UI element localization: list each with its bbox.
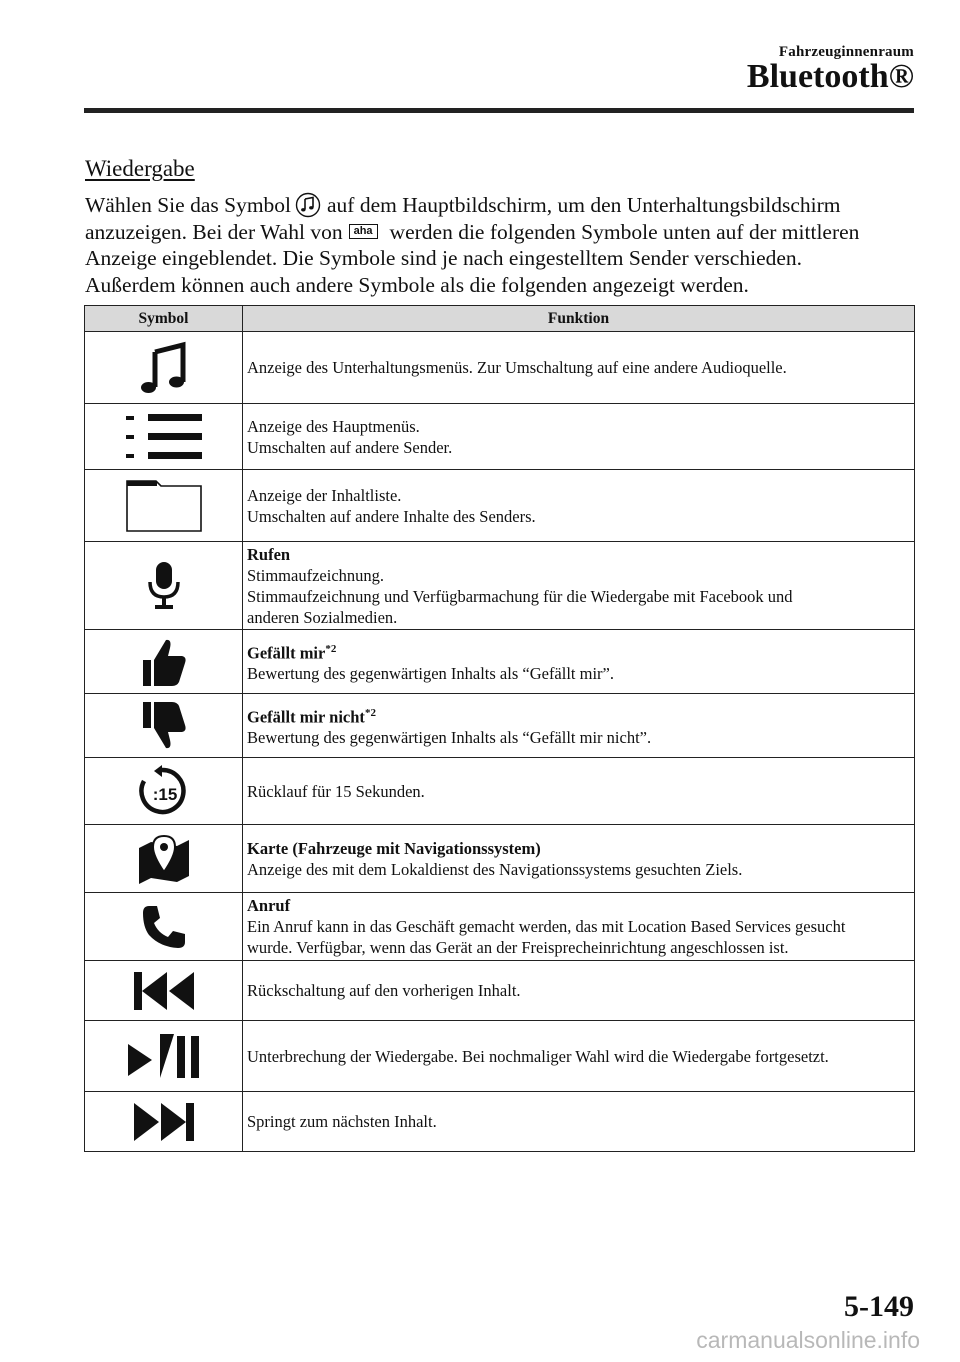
music-note-icon xyxy=(295,192,321,218)
table-row xyxy=(85,961,915,1021)
footnote-marker: *2 xyxy=(364,706,376,719)
skip-forward-icon xyxy=(133,1102,195,1142)
function-text: Anzeige des mit dem Lokaldienst des Navigationssystems gesuchten Ziels. xyxy=(247,859,743,879)
function-text: wurde. Verfügbar, wenn das Gerät an der Freisprecheinrichtung angeschlossen ist. xyxy=(247,938,789,957)
column-header-symbol: Symbol xyxy=(85,306,243,332)
table-row xyxy=(85,825,915,893)
watermark: carmanualsonline.info xyxy=(696,1327,920,1353)
function-text: Ein Anruf kann in das Geschäft gemacht werden, das mit Location Based Services gesucht xyxy=(247,917,846,936)
page-heading: Wiedergabe xyxy=(85,156,195,181)
menu-list-icon xyxy=(124,412,204,462)
intro-text: werden die folgenden Symbole unten auf der mittleren xyxy=(389,219,860,244)
microphone-icon xyxy=(144,560,184,612)
function-text: Stimmaufzeichnung und Verfügbarmachung für die Wiedergabe mit Facebook und xyxy=(247,586,793,606)
intro-text: Außerdem können auch andere Symbole als die folgenden angezeigt werden. xyxy=(85,272,749,297)
table-row xyxy=(85,758,915,825)
intro-text: Anzeige eingeblendet. Die Symbole sind je nach eingestelltem Sender verschieden. xyxy=(85,246,803,270)
function-text: Anzeige des Unterhaltungsmenüs. Zur Umschaltung auf eine andere Audioquelle. xyxy=(247,358,787,377)
table-row xyxy=(85,694,915,758)
rewind-15-label: :15 xyxy=(152,785,177,804)
table-row xyxy=(85,893,915,961)
section-title-header: Bluetooth® xyxy=(746,58,914,95)
table-row xyxy=(85,630,915,694)
function-text: Bewertung des gegenwärtigen Inhalts als “Gefällt mir”. xyxy=(247,664,614,684)
function-text: Anzeige der Inhaltliste. xyxy=(247,485,402,505)
skip-back-icon xyxy=(133,971,195,1011)
table-row xyxy=(85,1092,915,1152)
rewind-15-icon xyxy=(138,765,190,817)
function-title: Karte (Fahrzeuge mit Navigationssystem) xyxy=(247,838,541,858)
function-text: Rückschaltung auf den vorherigen Inhalt. xyxy=(247,981,521,1000)
table-row xyxy=(85,404,915,470)
function-text: Rücklauf für 15 Sekunden. xyxy=(247,781,425,801)
function-text: anderen Sozialmedien. xyxy=(247,607,398,627)
symbol-table xyxy=(84,305,915,1152)
function-title: Anruf xyxy=(247,896,291,915)
table-header-row xyxy=(85,306,915,332)
folder-icon xyxy=(126,480,202,532)
map-pin-icon xyxy=(137,834,191,884)
table-row xyxy=(85,1021,915,1092)
function-text: Umschalten auf andere Sender. xyxy=(247,437,453,457)
intro-paragraph xyxy=(85,192,925,298)
header-divider xyxy=(84,108,914,113)
table-row xyxy=(85,332,915,404)
function-title-text: Gefällt mir nicht xyxy=(247,707,365,727)
music-note-icon xyxy=(134,338,194,398)
table-row xyxy=(85,542,915,630)
chapter-title: Fahrzeuginnenraum xyxy=(778,44,914,60)
page-number: 5-149 xyxy=(844,1290,914,1323)
intro-text: Wählen Sie das Symbol xyxy=(85,193,292,217)
phone-icon xyxy=(140,903,188,951)
function-text: Stimmaufzeichnung. xyxy=(247,565,385,585)
function-title xyxy=(247,639,910,664)
function-text: Unterbrechung der Wiedergabe. Bei nochmaliger Wahl wird die Wiedergabe fortgesetzt. xyxy=(247,1046,829,1066)
function-title-text: Gefällt mir xyxy=(247,643,326,663)
function-text: Bewertung des gegenwärtigen Inhalts als “Gefällt mir nicht”. xyxy=(247,728,652,748)
intro-text: auf dem Hauptbildschirm, um den Unterhaltungsbildschirm xyxy=(327,193,841,217)
column-header-function: Funktion xyxy=(243,306,915,332)
aha-badge: aha xyxy=(349,224,378,239)
footnote-marker: *2 xyxy=(325,642,337,655)
function-title xyxy=(247,703,910,728)
table-row xyxy=(85,470,915,542)
thumbs-down-icon xyxy=(139,700,189,752)
function-text: Springt zum nächsten Inhalt. xyxy=(247,1112,437,1131)
function-text: Umschalten auf andere Inhalte des Senders. xyxy=(247,506,536,526)
intro-text: anzuzeigen. Bei der Wahl von xyxy=(85,219,343,244)
play-pause-icon xyxy=(126,1032,202,1080)
thumbs-up-icon xyxy=(139,636,189,688)
function-text: Anzeige des Hauptmenüs. xyxy=(247,416,420,436)
function-title: Rufen xyxy=(247,544,291,564)
